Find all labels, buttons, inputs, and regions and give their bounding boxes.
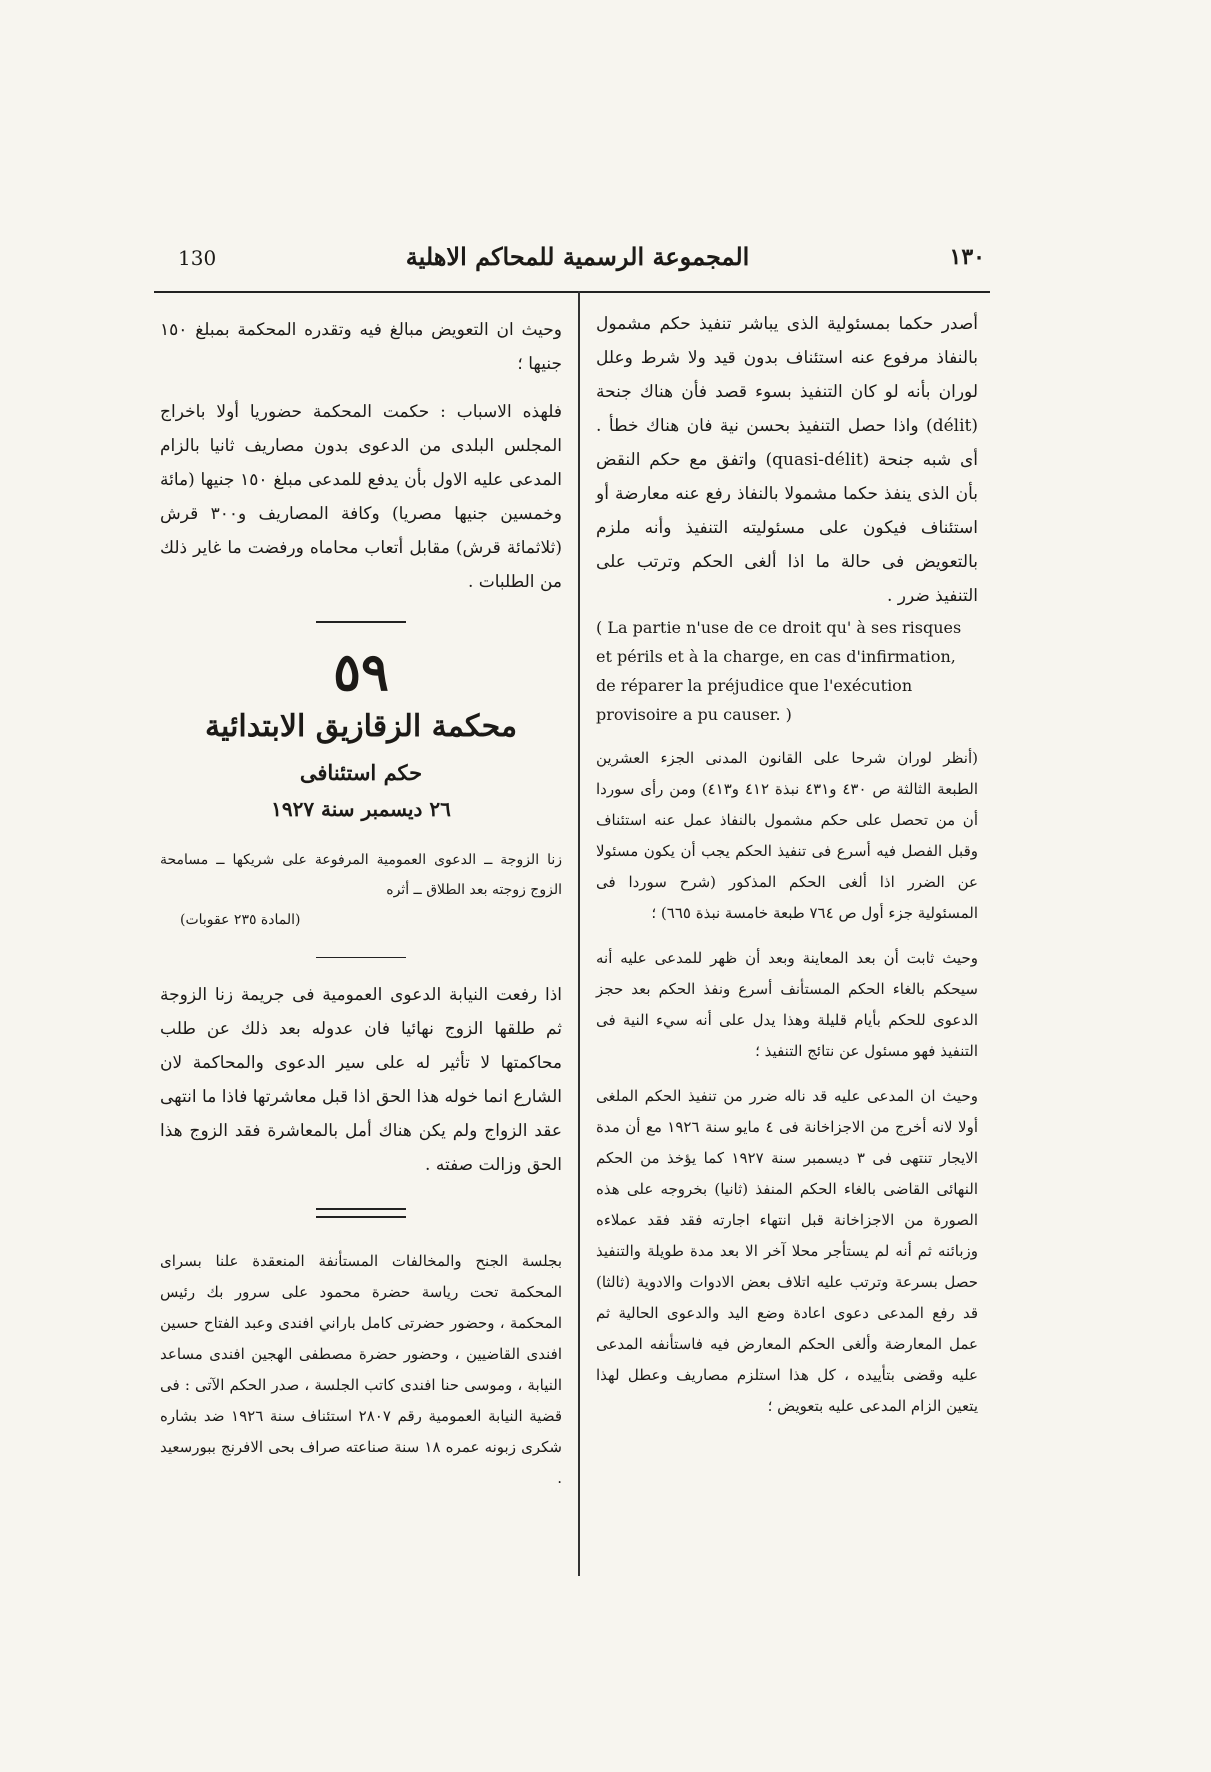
left-para-1: وحيث ان التعويض مبالغ فيه وتقدره المحكمة بمبلغ ١٥٠ جنيها ؛: [160, 320, 562, 374]
page-number-latin: 130: [178, 246, 217, 270]
right-para-4: وحيث ان المدعى عليه قد ناله ضرر من تنفيذ الحكم الملغى أولا لانه أخرج من الاجزاخانة فى ٤ مايو سنة ١٩٢٦ مع أن مدة الايجار تنتهى فى ٣ ديسمبر سنة ١٩٢٧ كما يؤخذ من الحكم النهائى القاضى بالغاء الحكم المنفذ (ثانيا) بخروجه على هذه الصورة من الاجزاخانة قبل انتهاء اجارته فقد فقد عملاءه وزبائنه ثم أنه لم يستأجر محلا آخر الا بعد مدة طويلة والتنفيذ حصل بسرعة وترتب عليه اتلاف بعض الادوات والادوية (ثالثا) قد رفع المدعى دعوى اعادة وضع اليد والدعوى الحالية ثم عمل المعارضة وألغى الحكم المعارض فيه فاستأنفه المدعى عليه وقضى بتأييده ، كل هذا استلزم مصاريف وعطل لهذا يتعين الزام المدعى عليه بتعويض ؛: [596, 1087, 979, 1415]
header-rule: [154, 291, 990, 293]
column-divider: [578, 291, 580, 1576]
summary-divider: [316, 957, 406, 959]
court-name: محكمة الزقازيق الابتدائية: [204, 708, 518, 744]
french-quote: ( La partie n'use de ce droit qu' à ses risques et périls et à la charge, en cas d'infirmation, de réparer la préjudice que l'exécution provisoire a pu causer. ): [596, 618, 962, 724]
right-para-3: وحيث ثابت أن بعد المعاينة وبعد أن ظهر للمدعى عليه أنه سيحكم بالغاء الحكم المستأنف أسرع ونفذ الحكم بعد حجز الدعوى للحكم بأيام قليلة وهذا يدل على أنه سيء النية فى التنفيذ فهو مسئول عن نتائج التنفيذ ؛: [596, 949, 978, 1060]
left-column: [160, 313, 562, 1494]
double-divider: [316, 1208, 406, 1218]
right-column: [596, 307, 978, 1422]
article-reference: (المادة ٢٣٥ عقوبات): [180, 911, 301, 928]
right-para-1: أصدر حكما بمسئولية الذى يباشر تنفيذ حكم مشمول بالنفاذ مرفوع عنه استئناف بدون قيد ولا شرط وعلل لوران بأنه لو كان التنفيذ بسوء قصد فأن هناك جنحة (délit) واذا حصل التنفيذ بحسن نية فان هناك خطأ . أى شبه جنحة (quasi-délit) واتفق مع حكم النقض بأن الذى ينفذ حكما مشمولا بالنفاذ رفع عنه معارضة أو استئناف فيكون على مسئوليته التنفيذ وأنه ملزم بالتعويض فى حالة ما اذا ألغى الحكم وترتب على التنفيذ ضرر .: [596, 314, 979, 606]
ruling-type: حكم استئنافى: [299, 759, 423, 785]
case-summary: زنا الزوجة ــ الدعوى العمومية المرفوعة على شريكها ــ مسامحة الزوج زوجته بعد الطلاق ــ أثره: [160, 851, 562, 898]
verdict-paragraph: فلهذه الاسباب : حكمت المحكمة حضوريا أولا باخراج المجلس البلدى من الدعوى بدون مصاريف ثانيا بالزام المدعى عليه الاول بأن يدفع للمدعى مبلغ ١٥٠ جنيها (مائة وخمسين جنيها مصريا) وكافة المصاريف و٣٠٠ قرش (ثلاثمائة قرش) مقابل أتعاب محاماه ورفضت ما غاير ذلك من الطلبات .: [160, 402, 562, 592]
case-number: ٥٩: [333, 641, 389, 703]
publication-title: المجموعة الرسمية للمحاكم الاهلية: [405, 242, 750, 271]
right-para-2: (أنظر لوران شرحا على القانون المدنى الجزء العشرين الطبعة الثالثة ص ٤٣٠ و٤٣١ نبذة ٤١٢ و٤١٣) ومن رأى سوردا أن من تحصل على حكم مشمول بالنفاذ عمل عنه استئناف وقبل الفصل فيه أسرع فى تنفيذ الحكم يجب أن يكون مسئولا عن الضرر اذا ألغى الحكم المذكور (شرح سوردا فى المسئولية جزء أول ص ٧٦٤ طبعة خامسة نبذة ٦٦٥) ؛: [596, 749, 978, 922]
legal-principle: اذا رفعت النيابة الدعوى العمومية فى جريمة زنا الزوجة ثم طلقها الزوج نهائيا فان عدوله بعد ذلك عن طلب محاكمتها لا تأثير له على سير الدعوى والمحاكمة لان الشارع انما خوله هذا الحق اذا قبل معاشرتها فاذا ما انتهى عقد الزواج ولم يكن هناك أمل بالمعاشرة فقد الزوج هذا الحق وزالت صفته .: [160, 985, 562, 1175]
section-divider: [316, 621, 406, 623]
ruling-date: ٢٦ ديسمبر سنة ١٩٢٧: [271, 796, 451, 821]
page-header: [170, 242, 985, 278]
session-paragraph: بجلسة الجنح والمخالفات المستأنفة المنعقدة علنا بسراى المحكمة تحت رياسة حضرة محمود على سرور بك رئيس المحكمة ، وحضور حضرتى كامل باراني افندى وعبد الفتاح حسين افندى القاضيين ، وحضور حضرة مصطفى الهجين افندى مساعد النيابة ، وموسى حنا افندى كاتب الجلسة ، صدر الحكم الآتى : فى قضية النيابة العمومية رقم ٢٨٠٧ استئناف سنة ١٩٢٦ ضد بشاره شكرى زبونه عمره ١٨ سنة صناعته صراف بحى الافرنج ببورسعيد .: [160, 1252, 562, 1487]
page-number-arabic: ١٣٠: [949, 244, 985, 270]
